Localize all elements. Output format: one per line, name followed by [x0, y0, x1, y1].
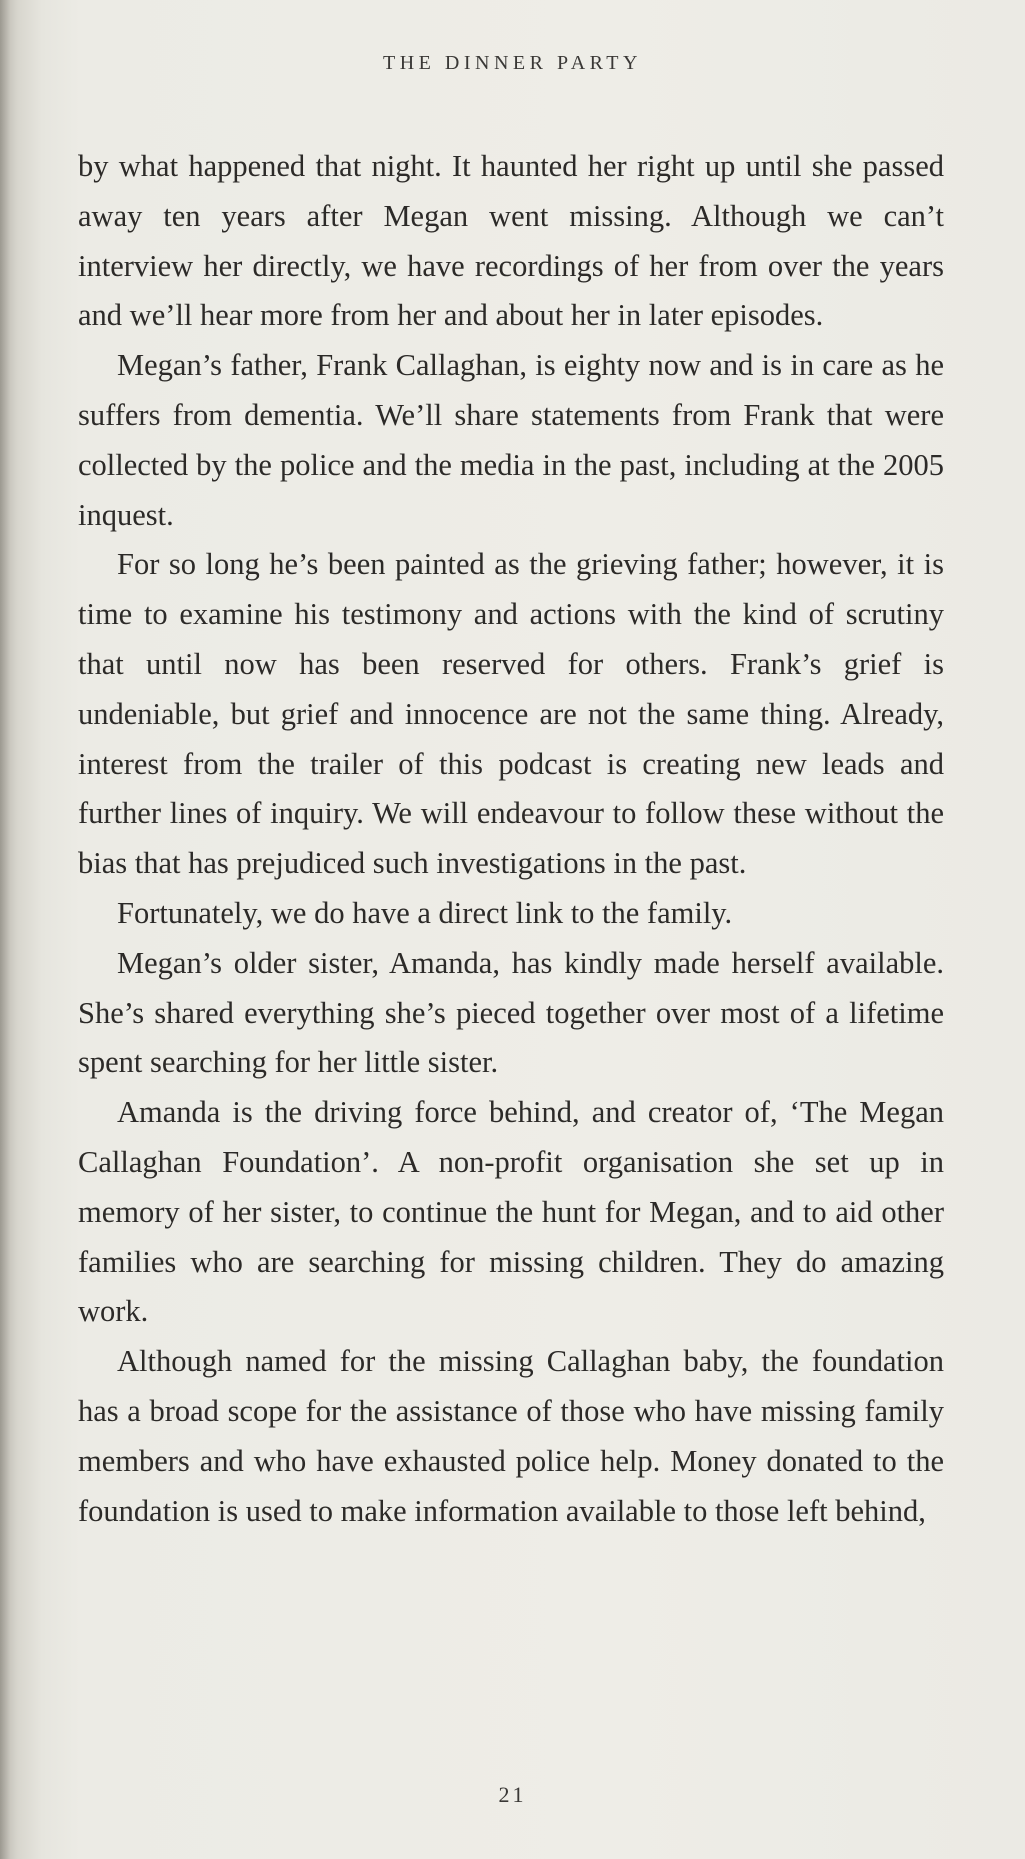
page-number: 21	[498, 1782, 527, 1807]
body-text	[78, 142, 944, 1536]
paragraph: Megan’s older sister, Amanda, has kindly made herself available. She’s shared everything she’s pieced together over most of a lifetime spent searching for her little sister.	[78, 945, 944, 1080]
paragraph: Although named for the missing Callaghan baby, the foundation has a broad scope for the assistance of those who have missing family members and who have exhausted police help. Money donated to the foundation is used to make information available to those left behind,	[78, 1344, 944, 1528]
running-head: THE DINNER PARTY	[383, 52, 642, 74]
paragraph: For so long he’s been painted as the grieving father; however, it is time to examine his testimony and actions with the kind of scrutiny that until now has been reserved for others. Frank’s grief is undeniable, but grief and innocence are not the same thing. Already, interest from the trailer of this podcast is creating new leads and further lines of inquiry. We will endeavour to follow these without the bias that has prejudiced such investigations in the past.	[78, 547, 944, 881]
paragraph: Megan’s father, Frank Callaghan, is eighty now and is in care as he suffers from dementia. We’ll share statements from Frank that were collected by the police and the media in the past, including at the 2005 inquest.	[78, 348, 944, 532]
paragraph: by what happened that night. It haunted her right up until she passed away ten years after Megan went missing. Although we can’t interview her directly, we have recordings of her from over the years and we’ll hear more from her and about her in later episodes.	[78, 149, 944, 333]
paragraph: Amanda is the driving force behind, and creator of, ‘The Megan Callaghan Foundation’. A non-profit organisation she set up in memory of her sister, to continue the hunt for Megan, and to aid other families who are searching for missing children. They do amazing work.	[78, 1095, 944, 1329]
paragraph: Fortunately, we do have a direct link to the family.	[117, 895, 733, 930]
